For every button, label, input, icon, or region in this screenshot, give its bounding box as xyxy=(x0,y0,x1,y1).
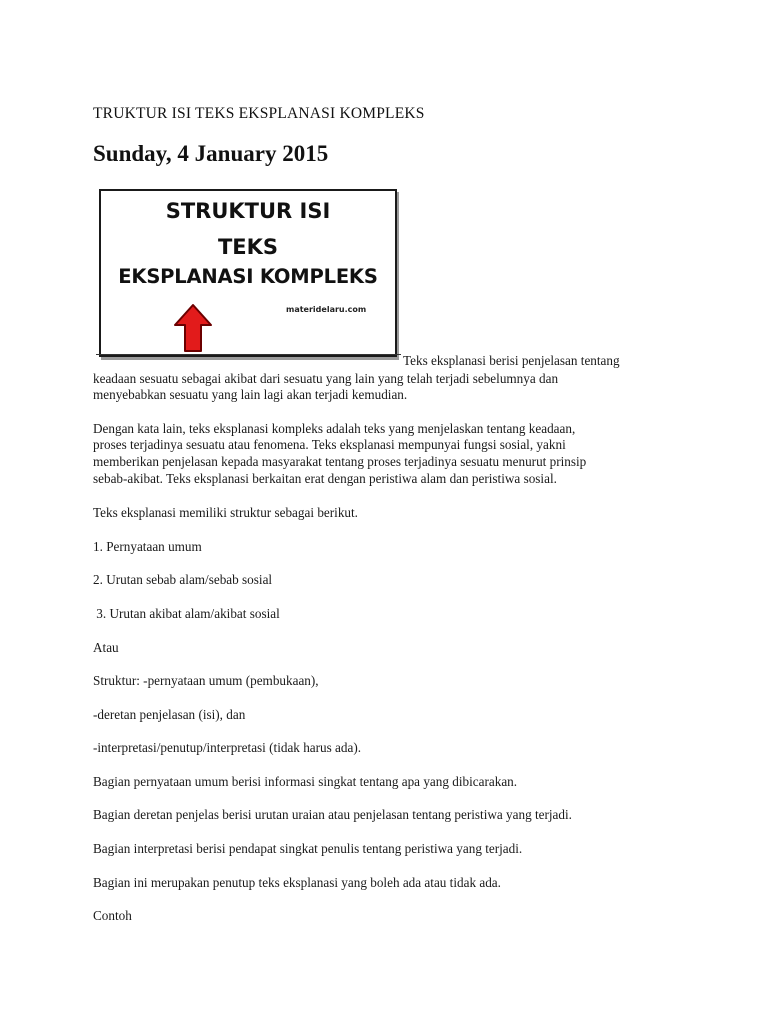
paragraph-3: Teks eksplanasi memiliki struktur sebagai berikut. xyxy=(93,505,358,520)
red-up-arrow-icon xyxy=(173,303,213,353)
list-item-1: 1. Pernyataan umum xyxy=(93,539,202,554)
paragraph-2-line-3: memberikan penjelasan kepada masyarakat tentang proses terjadinya sesuatu menurut prinsip xyxy=(93,454,587,469)
paragraph-11: Bagian pernyataan umum berisi informasi singkat tentang apa yang dibicarakan. xyxy=(93,774,518,789)
paragraph-2-line-2: proses terjadinya sesuatu atau fenomena. Teks eksplanasi mempunyai fungsi sosial, yakni xyxy=(93,437,566,452)
image-text-line-3: EKSPLANASI KOMPLEKS xyxy=(118,265,378,288)
paragraph-interpretasi: -interpretasi/penutup/interpretasi (tidak harus ada). xyxy=(93,740,362,755)
image-underline xyxy=(96,354,401,355)
paragraph-2-line-1: Dengan kata lain, teks eksplanasi kompleks adalah teks yang menjelaskan tentang keadaan, xyxy=(93,421,576,436)
paragraph-1-line-2: keadaan sesuatu sebagai akibat dari sesuatu yang lain yang telah terjadi sebelumnya dan xyxy=(93,371,559,386)
title-image-frame xyxy=(99,189,397,357)
paragraph-contoh: Contoh xyxy=(93,908,132,923)
paragraph-struktur: Struktur: -pernyataan umum (pembukaan), xyxy=(93,673,319,688)
paragraph-12: Bagian deretan penjelas berisi urutan uraian atau penjelasan tentang peristiwa yang terjadi. xyxy=(93,807,572,822)
image-text-line-1: STRUKTUR ISI xyxy=(165,199,331,223)
paragraph-2-line-4: sebab-akibat. Teks eksplanasi berkaitan erat dengan peristiwa alam dan peristiwa sosial. xyxy=(93,471,557,486)
post-date: Sunday, 4 January 2015 xyxy=(93,141,329,166)
image-site-label: materidelaru.com xyxy=(286,305,367,314)
title-image xyxy=(96,186,401,358)
paragraph-deretan: -deretan penjelasan (isi), dan xyxy=(93,707,246,722)
document-title: TRUKTUR ISI TEKS EKSPLANASI KOMPLEKS xyxy=(93,105,425,122)
paragraph-atau: Atau xyxy=(93,640,119,655)
paragraph-13: Bagian interpretasi berisi pendapat singkat penulis tentang peristiwa yang terjadi. xyxy=(93,841,523,856)
paragraph-14: Bagian ini merupakan penutup teks eksplanasi yang boleh ada atau tidak ada. xyxy=(93,875,501,890)
list-item-2: 2. Urutan sebab alam/sebab sosial xyxy=(93,572,273,587)
paragraph-1-line-3: menyebabkan sesuatu yang lain lagi akan terjadi kemudian. xyxy=(93,387,408,402)
image-text-line-2: TEKS xyxy=(217,235,279,259)
list-item-3: 3. Urutan akibat alam/akibat sosial xyxy=(93,606,280,621)
paragraph-1-start: Teks eksplanasi berisi penjelasan tentang xyxy=(403,353,620,368)
